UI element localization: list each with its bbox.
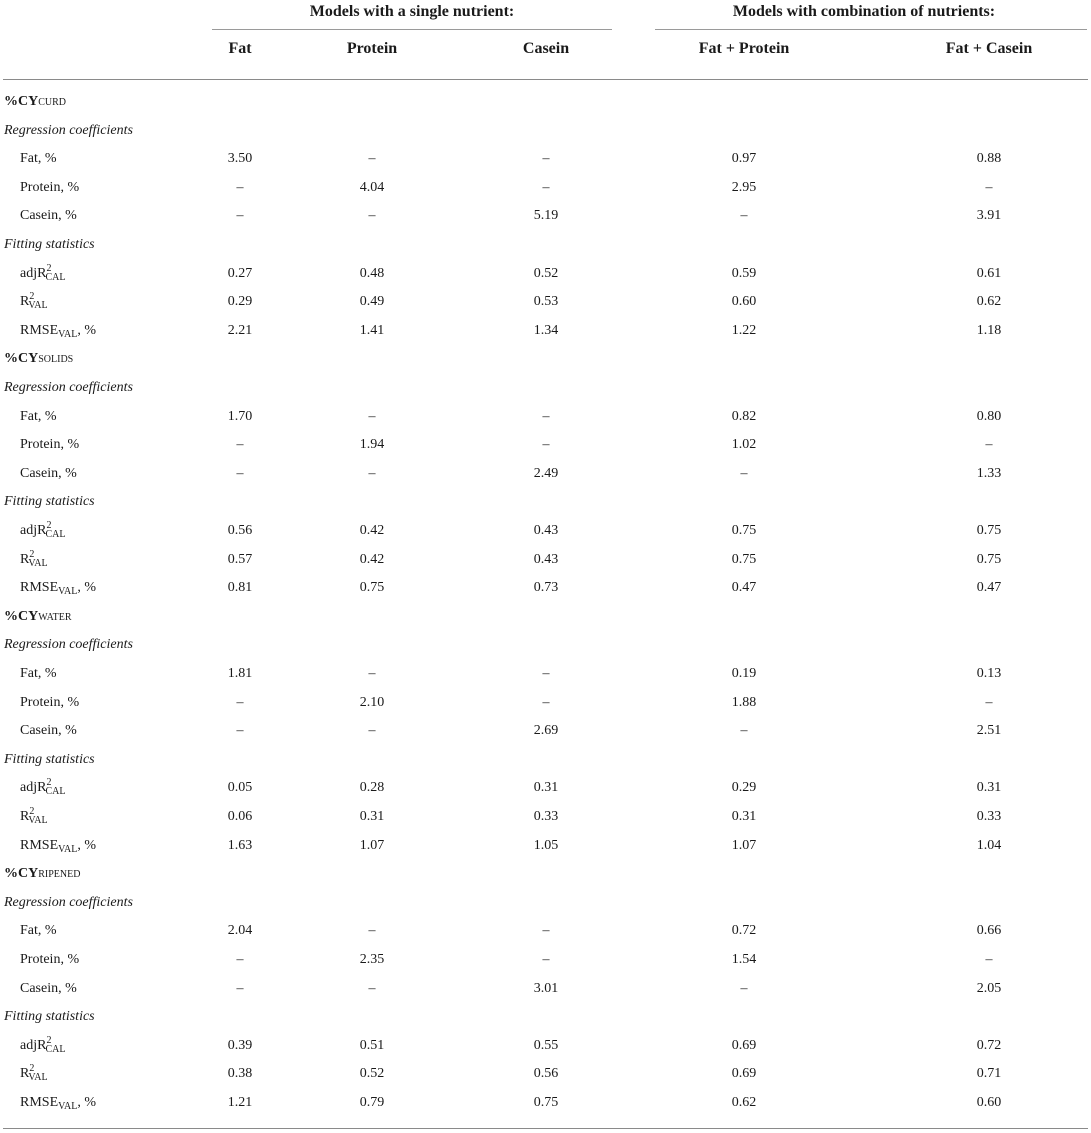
group-title-combination: Models with combination of nutrients: xyxy=(732,3,996,20)
cell-fat-casein: 1.18 xyxy=(976,322,1002,338)
table-row xyxy=(0,693,1091,721)
group-label: Regression coefficients xyxy=(4,122,133,138)
row-label-subscript: VAL xyxy=(58,1101,78,1112)
cell-protein: 0.79 xyxy=(359,1095,385,1110)
group-row xyxy=(0,893,1091,921)
column-header-fat-casein: Fat + Casein xyxy=(945,40,1033,57)
cell-fat: 1.63 xyxy=(227,837,253,853)
cell-fat-protein: 0.19 xyxy=(731,666,757,681)
cell-protein: 0.42 xyxy=(359,523,385,538)
table-header xyxy=(0,0,1091,80)
section-label-prefix: %CY xyxy=(4,866,39,882)
table-row xyxy=(0,778,1091,806)
cell-fat-casein: 0.61 xyxy=(976,265,1002,281)
row-label-text: Casein, % xyxy=(20,208,77,224)
cell-fat-casein: 3.91 xyxy=(976,208,1002,224)
row-label xyxy=(20,550,48,574)
cell-fat-protein: 0.60 xyxy=(731,294,757,310)
row-label xyxy=(20,693,79,713)
cell-fat-casein: 0.60 xyxy=(976,1095,1002,1110)
group-label: Fitting statistics xyxy=(4,237,95,252)
row-label-subscript: VAL xyxy=(28,300,48,312)
cell-fat: 0.27 xyxy=(227,265,253,281)
cell-protein: 2.35 xyxy=(359,952,385,967)
group-label: Fitting statistics xyxy=(4,751,95,767)
cell-protein: – xyxy=(368,151,376,167)
row-label-subscript: CAL xyxy=(45,786,66,798)
cell-casein: – xyxy=(542,179,550,195)
row-label xyxy=(20,464,77,484)
row-label xyxy=(20,435,79,455)
cell-protein: – xyxy=(368,666,376,681)
cell-casein: – xyxy=(542,151,550,167)
cell-fat-casein: – xyxy=(985,694,993,710)
row-label xyxy=(20,979,77,999)
row-label-superscript: 2 xyxy=(46,1034,52,1046)
cell-casein: 0.55 xyxy=(533,1037,559,1053)
cell-fat-protein: – xyxy=(740,465,748,481)
row-label-text: Protein, % xyxy=(20,179,80,195)
row-label xyxy=(20,264,65,288)
cell-protein: 0.51 xyxy=(359,1037,385,1053)
cell-fat: 0.38 xyxy=(227,1066,253,1082)
row-label xyxy=(20,1093,96,1117)
cell-fat-casein: 0.88 xyxy=(976,151,1002,167)
row-label-text: RMSE xyxy=(20,580,59,596)
row-label-text: Casein, % xyxy=(20,465,77,481)
row-label xyxy=(20,1036,65,1060)
cell-fat-casein: 0.72 xyxy=(976,1037,1002,1053)
cell-fat: 0.05 xyxy=(227,780,253,796)
row-label-subscript: VAL xyxy=(28,557,48,569)
cell-protein: 0.52 xyxy=(359,1066,385,1082)
group-row xyxy=(0,378,1091,406)
section-label xyxy=(4,864,80,885)
table-row xyxy=(0,1093,1091,1121)
cell-protein: 0.28 xyxy=(359,780,385,796)
cell-fat: 1.81 xyxy=(227,666,253,681)
cell-fat-protein: 2.95 xyxy=(731,179,757,195)
table-row xyxy=(0,407,1091,435)
cell-fat: – xyxy=(236,980,244,996)
table-row xyxy=(0,721,1091,749)
cell-casein: 0.43 xyxy=(533,551,559,567)
cell-protein: 1.07 xyxy=(359,837,385,853)
row-label-text: adjR xyxy=(20,780,47,796)
bottom-rule xyxy=(3,1128,1088,1129)
cell-fat: 0.56 xyxy=(227,523,253,538)
column-header-fat: Fat xyxy=(228,40,252,57)
row-label-text: RMSE xyxy=(20,837,59,853)
group-row xyxy=(0,750,1091,778)
row-label-text: R xyxy=(20,809,30,824)
row-label xyxy=(20,521,65,545)
group-row xyxy=(0,1007,1091,1035)
table-row xyxy=(0,321,1091,349)
row-label-text: Fat, % xyxy=(20,151,57,167)
table-row xyxy=(0,435,1091,463)
cell-casein: 0.75 xyxy=(533,1095,559,1110)
cell-protein: 4.04 xyxy=(359,179,385,195)
row-label-subscript: CAL xyxy=(45,271,66,283)
cell-fat-protein: – xyxy=(740,723,748,739)
cell-fat-protein: 0.29 xyxy=(731,780,757,796)
cell-casein: 0.31 xyxy=(533,780,559,796)
section-label-prefix: %CY xyxy=(4,351,39,367)
cell-fat-protein: 1.22 xyxy=(731,322,757,338)
row-label-unit: , % xyxy=(77,1095,97,1110)
section-label xyxy=(4,92,66,113)
row-label-superscript: 2 xyxy=(46,262,52,274)
cell-fat-protein: 1.07 xyxy=(731,837,757,853)
group-row xyxy=(0,635,1091,663)
cell-fat: 2.04 xyxy=(227,923,253,939)
row-label xyxy=(20,578,96,602)
group-row xyxy=(0,121,1091,149)
row-label-text: Casein, % xyxy=(20,723,77,739)
row-label xyxy=(20,664,57,684)
table-row xyxy=(0,836,1091,864)
table-row xyxy=(0,807,1091,835)
section-label-prefix: %CY xyxy=(4,608,39,624)
cell-fat-protein: 0.82 xyxy=(731,408,757,424)
cell-fat-casein: 0.80 xyxy=(976,408,1002,424)
table-row xyxy=(0,921,1091,949)
cell-fat: – xyxy=(236,465,244,481)
cell-casein: 3.01 xyxy=(533,980,559,996)
section-label-subscript: CURD xyxy=(38,97,67,108)
section-label xyxy=(4,607,72,628)
cell-protein: 0.42 xyxy=(359,551,385,567)
group-label: Regression coefficients xyxy=(4,637,133,653)
table-row xyxy=(0,206,1091,234)
cell-fat-protein: 0.59 xyxy=(731,265,757,281)
row-label-subscript: VAL xyxy=(58,586,78,598)
cell-protein: – xyxy=(368,408,376,424)
table-row xyxy=(0,950,1091,978)
group-label: Fitting statistics xyxy=(4,494,95,510)
row-label xyxy=(20,721,77,741)
cell-fat-protein: 0.69 xyxy=(731,1037,757,1053)
cell-fat: 0.29 xyxy=(227,294,253,310)
cell-fat-protein: 1.88 xyxy=(731,694,757,710)
row-label-subscript: CAL xyxy=(45,529,66,540)
row-label-unit: , % xyxy=(77,580,97,596)
cell-fat-protein: 1.02 xyxy=(731,437,757,453)
cell-fat: – xyxy=(236,952,244,967)
group-label: Fitting statistics xyxy=(4,1009,95,1025)
row-label xyxy=(20,921,57,941)
cell-casein: – xyxy=(542,952,550,967)
cell-casein: – xyxy=(542,694,550,710)
row-label-text: RMSE xyxy=(20,322,59,338)
group-row xyxy=(0,492,1091,520)
group-label: Regression coefficients xyxy=(4,894,133,910)
cell-fat-protein: 0.97 xyxy=(731,151,757,167)
cell-fat: – xyxy=(236,723,244,739)
cell-protein: 1.94 xyxy=(359,437,385,453)
table-row xyxy=(0,1064,1091,1092)
cell-fat-casein: 2.05 xyxy=(976,980,1002,996)
cell-fat-casein: – xyxy=(985,179,993,195)
cell-protein: 0.31 xyxy=(359,809,385,824)
table-row xyxy=(0,178,1091,206)
row-label-superscript: 2 xyxy=(46,777,52,789)
cell-protein: – xyxy=(368,980,376,996)
section-label-subscript: WATER xyxy=(38,611,72,623)
cell-casein: – xyxy=(542,666,550,681)
column-header-casein: Casein xyxy=(522,40,570,57)
cell-fat: 0.57 xyxy=(227,551,253,567)
cell-protein: 0.49 xyxy=(359,294,385,310)
cell-fat: 0.39 xyxy=(227,1037,253,1053)
row-label-superscript: 2 xyxy=(29,291,35,303)
group-label: Regression coefficients xyxy=(4,380,133,395)
cell-casein: – xyxy=(542,923,550,939)
row-label-subscript: VAL xyxy=(58,328,78,340)
cell-casein: 5.19 xyxy=(533,208,559,224)
cell-fat: – xyxy=(236,179,244,195)
column-header-protein: Protein xyxy=(346,40,398,57)
row-label-text: R xyxy=(20,294,30,310)
row-label-text: Protein, % xyxy=(20,437,80,453)
cell-casein: 0.73 xyxy=(533,580,559,596)
cell-protein: 1.41 xyxy=(359,322,385,338)
row-label-subscript: CAL xyxy=(45,1043,66,1055)
cell-casein: 1.05 xyxy=(533,837,559,853)
cell-fat-casein: 0.31 xyxy=(976,780,1002,796)
cell-fat-casein: 0.75 xyxy=(976,551,1002,567)
cell-fat: – xyxy=(236,208,244,224)
table-row xyxy=(0,578,1091,606)
cell-fat-casein: – xyxy=(985,952,993,967)
cell-protein: 0.75 xyxy=(359,580,385,596)
table-row xyxy=(0,521,1091,549)
cell-fat-casein: 0.62 xyxy=(976,294,1002,310)
cell-casein: 0.33 xyxy=(533,809,559,824)
row-label-text: adjR xyxy=(20,265,47,281)
table-row xyxy=(0,464,1091,492)
cell-fat-casein: 0.75 xyxy=(976,523,1002,538)
row-label xyxy=(20,206,77,226)
row-label-text: Fat, % xyxy=(20,408,57,424)
cell-fat-protein: 0.75 xyxy=(731,551,757,567)
cell-protein: 0.48 xyxy=(359,265,385,281)
cell-casein: 0.52 xyxy=(533,265,559,281)
cell-fat: 3.50 xyxy=(227,151,253,167)
row-label-unit: , % xyxy=(77,322,97,338)
row-label-text: Fat, % xyxy=(20,923,57,939)
section-label-prefix: %CY xyxy=(4,94,39,109)
table-row xyxy=(0,1036,1091,1064)
section-label-subscript: SOLIDS xyxy=(38,354,74,366)
cell-fat: 2.21 xyxy=(227,322,253,338)
cell-fat-casein: 0.33 xyxy=(976,809,1002,824)
row-label-text: Protein, % xyxy=(20,952,80,967)
row-label-superscript: 2 xyxy=(46,520,52,531)
table-row xyxy=(0,979,1091,1007)
cell-fat-protein: 0.47 xyxy=(731,580,757,596)
cell-protein: – xyxy=(368,723,376,739)
row-label xyxy=(20,950,79,970)
table-row xyxy=(0,149,1091,177)
group-underline-combination xyxy=(655,29,1087,30)
cell-fat-casein: 0.71 xyxy=(976,1066,1002,1082)
row-label-text: RMSE xyxy=(20,1095,59,1110)
cell-fat-casein: 1.04 xyxy=(976,837,1002,853)
section-row xyxy=(0,92,1091,120)
table-row xyxy=(0,664,1091,692)
row-label xyxy=(20,149,57,169)
table-row xyxy=(0,292,1091,320)
cell-casein: 0.43 xyxy=(533,523,559,538)
table-row xyxy=(0,264,1091,292)
row-label-text: Protein, % xyxy=(20,694,80,710)
cell-fat-protein: – xyxy=(740,980,748,996)
section-row xyxy=(0,864,1091,892)
column-header-fat-protein: Fat + Protein xyxy=(698,40,790,57)
cell-protein: – xyxy=(368,465,376,481)
table-row xyxy=(0,550,1091,578)
cell-protein: 2.10 xyxy=(359,694,385,710)
row-label xyxy=(20,1064,48,1088)
row-label-subscript: VAL xyxy=(58,843,78,855)
cell-fat-protein: 0.62 xyxy=(731,1095,757,1110)
row-label xyxy=(20,407,57,427)
cell-casein: – xyxy=(542,408,550,424)
group-underline-single xyxy=(212,29,612,30)
row-label xyxy=(20,321,96,345)
cell-fat-casein: 0.47 xyxy=(976,580,1002,596)
row-label-text: adjR xyxy=(20,1037,47,1053)
section-row xyxy=(0,349,1091,377)
cell-casein: – xyxy=(542,437,550,453)
row-label xyxy=(20,778,65,802)
header-rule xyxy=(3,79,1088,80)
section-row xyxy=(0,607,1091,635)
cell-fat-casein: – xyxy=(985,437,993,453)
row-label-unit: , % xyxy=(77,837,97,853)
group-title-single: Models with a single nutrient: xyxy=(309,3,515,20)
row-label xyxy=(20,836,96,860)
row-label-superscript: 2 xyxy=(29,806,35,817)
cell-fat: – xyxy=(236,694,244,710)
cell-fat-casein: 1.33 xyxy=(976,465,1002,481)
cell-casein: 0.53 xyxy=(533,294,559,310)
cell-protein: – xyxy=(368,208,376,224)
cell-casein: 2.49 xyxy=(533,465,559,481)
cell-fat: – xyxy=(236,437,244,453)
cell-fat-protein: – xyxy=(740,208,748,224)
cell-fat-protein: 0.75 xyxy=(731,523,757,538)
row-label-superscript: 2 xyxy=(29,1063,35,1075)
section-label xyxy=(4,349,73,370)
group-row xyxy=(0,235,1091,263)
cell-fat-protein: 0.31 xyxy=(731,809,757,824)
row-label-subscript: VAL xyxy=(28,815,48,826)
row-label xyxy=(20,807,48,831)
row-label-text: R xyxy=(20,551,30,567)
cell-casein: 1.34 xyxy=(533,322,559,338)
row-label-text: adjR xyxy=(20,523,47,538)
cell-fat: 0.06 xyxy=(227,809,253,824)
row-label-text: R xyxy=(20,1066,30,1082)
cell-fat-casein: 2.51 xyxy=(976,723,1002,739)
cell-fat-protein: 0.72 xyxy=(731,923,757,939)
row-label-text: Casein, % xyxy=(20,980,77,996)
cell-fat-casein: 0.66 xyxy=(976,923,1002,939)
row-label-subscript: VAL xyxy=(28,1072,48,1084)
row-label-text: Fat, % xyxy=(20,666,57,681)
cell-fat: 1.21 xyxy=(227,1095,253,1110)
section-label-subscript: RIPENED xyxy=(38,869,81,881)
cell-casein: 0.56 xyxy=(533,1066,559,1082)
cell-protein: – xyxy=(368,923,376,939)
cell-fat-protein: 1.54 xyxy=(731,952,757,967)
row-label xyxy=(20,292,48,316)
cell-fat: 1.70 xyxy=(227,408,253,424)
cell-fat-casein: 0.13 xyxy=(976,666,1002,681)
cell-casein: 2.69 xyxy=(533,723,559,739)
cell-fat: 0.81 xyxy=(227,580,253,596)
row-label-superscript: 2 xyxy=(29,548,35,560)
cell-fat-protein: 0.69 xyxy=(731,1066,757,1082)
row-label xyxy=(20,178,79,198)
